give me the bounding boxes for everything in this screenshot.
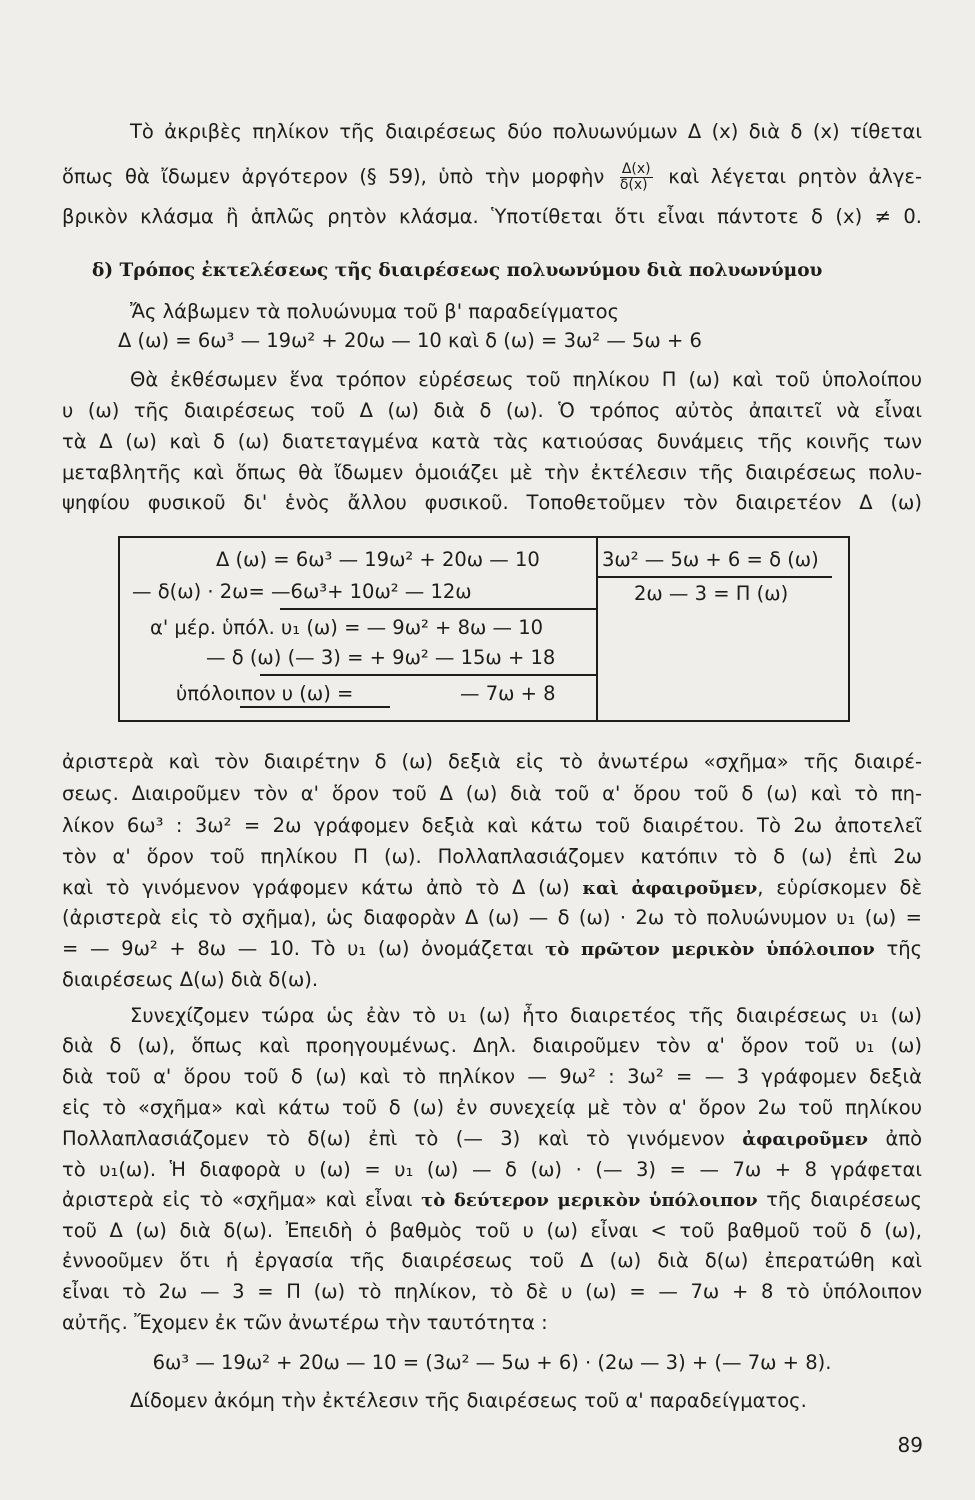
text-segment: τῆς διαιρέσεως <box>766 1188 922 1211</box>
text-line: ψηφίου φυσικοῦ δι' ἑνὸς ἄλλου φυσικοῦ. Τοποθετοῦμεν τὸν διαιρετέον Δ (ω) <box>62 491 922 514</box>
text-segment: τῆς <box>886 937 923 960</box>
fraction <box>620 162 653 193</box>
division-scheme <box>118 536 850 722</box>
page-number: 89 <box>897 1433 923 1457</box>
text-line <box>62 1125 922 1154</box>
text-line: Θὰ ἐκθέσωμεν ἕνα τρόπον εὑρέσεως τοῦ πηλίκου Π (ω) καὶ τοῦ ὑπολοίπου <box>130 368 922 391</box>
fraction-numerator: Δ(x) <box>621 161 651 177</box>
text-line: αὐτῆς. Ἔχομεν ἐκ τῶν ἀνωτέρω τὴν ταυτότητα : <box>62 1311 548 1334</box>
remainder-label: ὑπόλοιπον υ (ω) = <box>176 682 354 705</box>
text-line: υ (ω) τῆς διαιρέσεως τοῦ Δ (ω) διὰ δ (ω). Ὁ τρόπος αὐτὸς ἀπαιτεῖ νὰ εἶναι <box>62 399 922 422</box>
text-line-with-fraction <box>62 162 922 193</box>
text-line: τὰ Δ (ω) καὶ δ (ω) διατεταγμένα κατὰ τὰς κατιούσας δυνάμεις τῆς κοινῆς των <box>62 430 922 453</box>
quotient: 2ω — 3 = Π (ω) <box>634 582 789 605</box>
text-line: τὸν α' ὅρον τοῦ πηλίκου Π (ω). Πολλαπλασιάζομεν κατόπιν τὸ δ (ω) ἐπὶ 2ω <box>62 845 922 868</box>
text-line: λίκον 6ω³ : 3ω² = 2ω γράφομεν δεξιὰ καὶ κάτω τοῦ διαιρέτου. Τὸ 2ω ἀποτελεῖ <box>62 814 922 837</box>
text-segment: ἀριστερὰ εἰς τὸ «σχῆμα» καὶ εἶναι <box>62 1188 413 1211</box>
text-line: (ἀριστερὰ εἰς τὸ σχῆμα), ὡς διαφορὰν Δ (ω) — δ (ω) · 2ω τὸ πολυώνυμον υ₁ (ω) = <box>62 906 922 929</box>
bold-phrase: τὸ πρῶτον μερικὸν ὑπόλοιπον <box>545 939 875 960</box>
divisor-underline <box>596 576 832 578</box>
subtraction-rule-2 <box>260 674 596 676</box>
text-line: Ἄς λάβωμεν τὰ πολυώνυμα τοῦ β' παραδείγματος <box>130 300 620 323</box>
text-line: ἐννοοῦμεν ὅτι ἡ ἐργασία τῆς διαιρέσεως τοῦ Δ (ω) διὰ δ(ω) ἐπερατώθη καὶ <box>62 1249 922 1272</box>
text-segment: , εὑρίσκομεν δὲ <box>757 876 922 899</box>
text-line <box>62 1186 922 1215</box>
subtraction-rule-1 <box>280 608 596 610</box>
text-line: διαιρέσεως Δ(ω) διὰ δ(ω). <box>62 968 319 991</box>
text-line: Τὸ ἀκριβὲς πηλίκον τῆς διαιρέσεως δύο πολυωνύμων Δ (x) διὰ δ (x) τίθεται <box>130 120 922 143</box>
closing-line: Δίδομεν ἀκόμη τὴν ἐκτέλεσιν τῆς διαιρέσεως τοῦ α' παραδείγματος. <box>130 1389 807 1412</box>
text-line: τοῦ Δ (ω) διὰ δ(ω). Ἐπειδὴ ὁ βαθμὸς τοῦ υ (ω) εἶναι < τοῦ βαθμοῦ τοῦ δ (ω), <box>62 1219 922 1242</box>
text-line <box>62 874 922 903</box>
text-line: Συνεχίζομεν τώρα ὡς ἐὰν τὸ υ₁ (ω) ἦτο διαιρετέος τῆς διαιρέσεως υ₁ (ω) <box>130 1004 922 1027</box>
text-line: τὸ υ₁(ω). Ἡ διαφορὰ υ (ω) = υ₁ (ω) — δ (ω) · (— 3) = — 7ω + 8 γράφεται <box>62 1158 922 1181</box>
partial-remainder-row: α' μέρ. ὑπόλ. υ₁ (ω) = — 9ω² + 8ω — 10 <box>150 616 544 639</box>
text-line: διὰ τοῦ α' ὅρου τοῦ δ (ω) καὶ τὸ πηλίκον — 9ω² : 3ω² = — 3 γράφομεν δεξιὰ <box>62 1065 922 1088</box>
subtract-row-1: — δ(ω) · 2ω= —6ω³+ 10ω² — 12ω <box>132 580 472 603</box>
bold-phrase: καὶ ἀφαιροῦμεν <box>582 878 758 899</box>
text-line <box>62 935 922 964</box>
text-line: ἀριστερὰ καὶ τὸν διαιρέτην δ (ω) δεξιὰ εἰς τὸ ἀνωτέρω «σχῆμα» τῆς διαιρέ- <box>62 750 922 773</box>
text-segment: = — 9ω² + 8ω — 10. Τὸ υ₁ (ω) ὀνομάζεται <box>62 937 534 960</box>
subtract-row-2: — δ (ω) (— 3) = + 9ω² — 15ω + 18 <box>206 646 556 669</box>
divisor: 3ω² — 5ω + 6 = δ (ω) <box>602 548 819 571</box>
text-line: μεταβλητῆς καὶ ὅπως θὰ ἴδωμεν ὁμοιάζει μὲ τὴν ἐκτέλεσιν τῆς διαιρέσεως πολυ- <box>62 461 922 484</box>
fraction-line-after: καὶ λέγεται ρητὸν ἀλγε- <box>668 165 922 188</box>
text-line: εἰς τὸ «σχῆμα» καὶ κάτω τοῦ δ (ω) ἐν συνεχείᾳ μὲ τὸν α' ὅρον 2ω τοῦ πηλίκου <box>62 1096 922 1119</box>
text-line: σεως. Διαιροῦμεν τὸν α' ὅρον τοῦ Δ (ω) διὰ τοῦ α' ὅρου τοῦ δ (ω) καὶ τὸ πη- <box>62 782 922 805</box>
text-line: βρικὸν κλάσμα ἢ ἁπλῶς ρητὸν κλάσμα. Ὑποτίθεται ὅτι εἶναι πάντοτε δ (x) ≠ 0. <box>62 205 922 228</box>
text-segment: ἀπὸ <box>885 1127 922 1150</box>
divider-vertical-rule <box>596 538 598 720</box>
text-line: διὰ δ (ω), ὅπως καὶ προηγουμένως. Δηλ. διαιροῦμεν τὸν α' ὅρον τοῦ υ₁ (ω) <box>62 1034 922 1057</box>
polynomials-line: Δ (ω) = 6ω³ — 19ω² + 20ω — 10 καὶ δ (ω) = 3ω² — 5ω + 6 <box>118 329 702 352</box>
identity-equation: 6ω³ — 19ω² + 20ω — 10 = (3ω² — 5ω + 6) · (2ω — 3) + (— 7ω + 8). <box>152 1351 832 1374</box>
section-heading: δ) Τρόπος ἐκτελέσεως τῆς διαιρέσεως πολυωνύμου διὰ πολυωνύμου <box>92 260 823 281</box>
fraction-denominator: δ(x) <box>619 177 648 193</box>
text-line: εἶναι τὸ 2ω — 3 = Π (ω) τὸ πηλίκον, τὸ δὲ υ (ω) = — 7ω + 8 τὸ ὑπόλοιπον <box>62 1280 922 1303</box>
remainder-value: — 7ω + 8 <box>460 682 556 705</box>
fraction-line-before: ὅπως θὰ ἴδωμεν ἀργότερον (§ 59), ὑπὸ τὴν μορφὴν <box>62 165 605 188</box>
text-segment: Πολλαπλασιάζομεν τὸ δ(ω) ἐπὶ τὸ (— 3) καὶ τὸ γινόμενον <box>62 1127 725 1150</box>
text-segment: καὶ τὸ γινόμενον γράφομεν κάτω ἀπὸ τὸ Δ (ω) <box>62 876 570 899</box>
bold-phrase: τὸ δεύτερον μερικὸν ὑπόλοιπον <box>421 1190 758 1211</box>
dividend-row: Δ (ω) = 6ω³ — 19ω² + 20ω — 10 <box>216 548 540 571</box>
bold-phrase: ἀφαιροῦμεν <box>742 1129 869 1150</box>
